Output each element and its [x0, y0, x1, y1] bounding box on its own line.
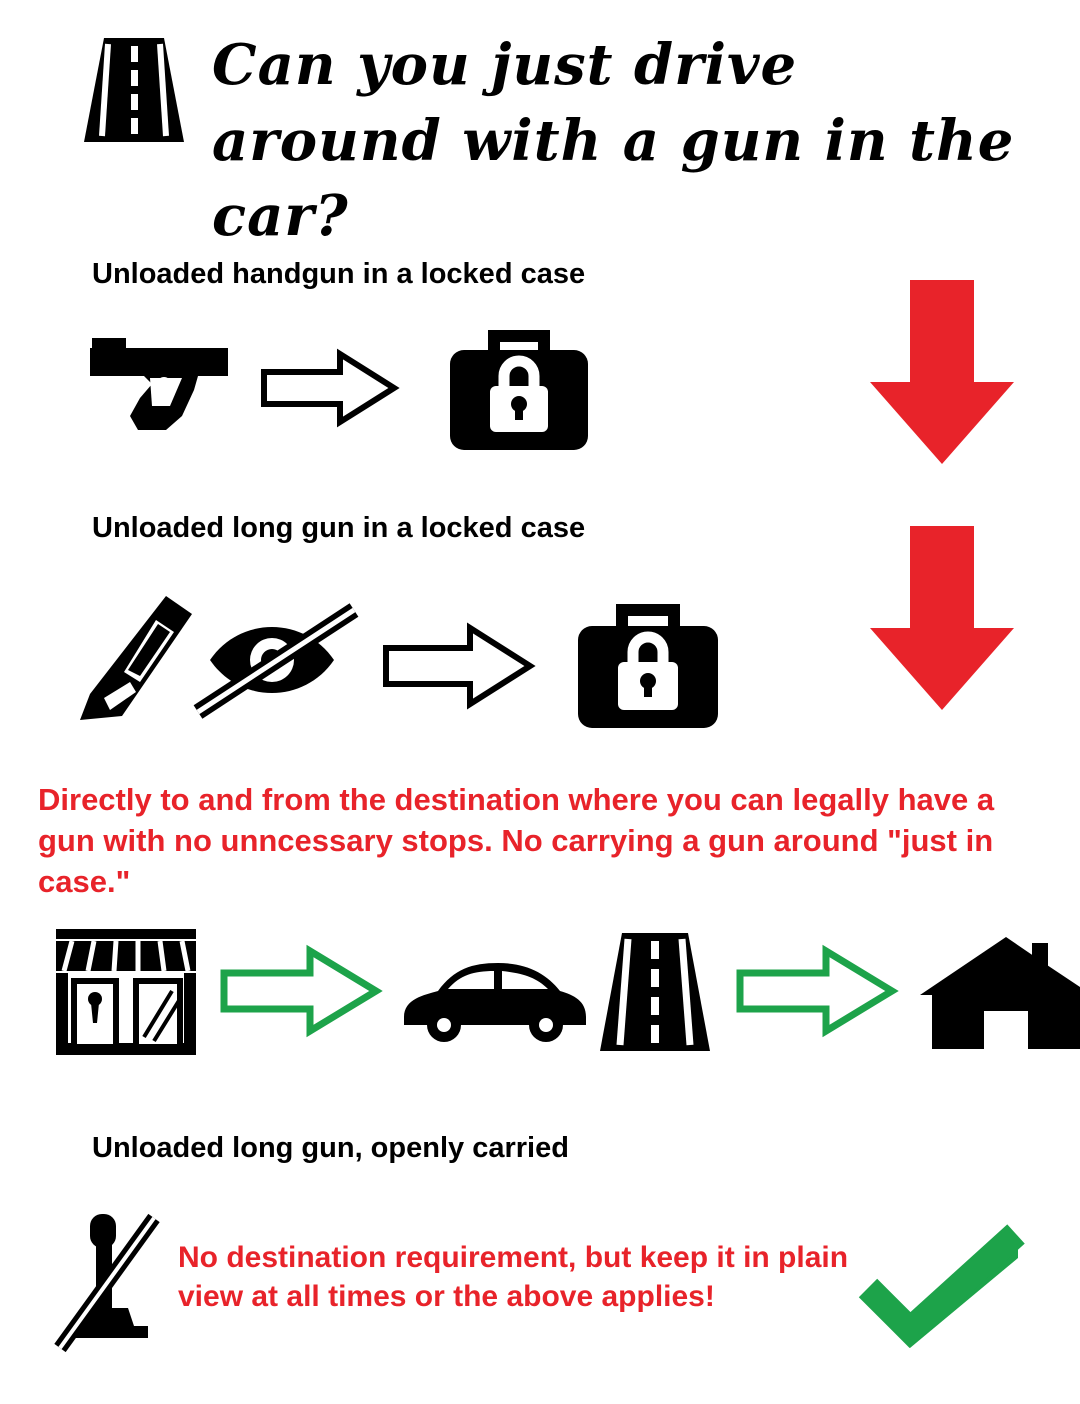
eye-crossed-out-icon — [198, 610, 354, 712]
icon-row-long-gun-locked-case — [70, 590, 730, 730]
page-title: Can you just drive around with a gun in the car? — [212, 32, 1015, 250]
shotgun-icon — [80, 596, 192, 720]
store-icon — [56, 929, 196, 1055]
open-carry-note: No destination requirement, but keep it in plain view at all times or the above applies! — [178, 1241, 849, 1313]
road-icon — [78, 34, 190, 146]
arrow-right-outline-icon — [386, 628, 530, 704]
row-label-handgun-locked-case: Unloaded handgun in a locked case — [92, 258, 586, 290]
row-label-long-gun-locked-case: Unloaded long gun in a locked case — [92, 512, 586, 544]
car-icon — [404, 963, 586, 1042]
journey-icon-row — [40, 925, 1050, 1065]
green-check-icon — [860, 1230, 1030, 1350]
header — [0, 0, 1080, 250]
handgun-icon — [90, 338, 228, 430]
arrow-right-outline-icon — [264, 354, 394, 422]
road-icon — [600, 933, 710, 1051]
destination-requirement-note: Directly to and from the destination where you can legally have a gun with no unncessary stops. No carrying a gun around "just in case." — [38, 782, 995, 899]
green-arrow-right-icon — [224, 951, 376, 1031]
green-arrow-right-icon — [740, 951, 892, 1031]
red-down-arrow-icon — [862, 518, 1022, 718]
locked-case-icon — [578, 610, 718, 728]
house-icon — [920, 937, 1080, 1049]
red-down-arrow-icon — [862, 272, 1022, 472]
locked-case-icon — [450, 336, 588, 450]
icon-row-handgun-locked-case — [78, 320, 618, 450]
row-label-open-carry: Unloaded long gun, openly carried — [92, 1132, 569, 1164]
